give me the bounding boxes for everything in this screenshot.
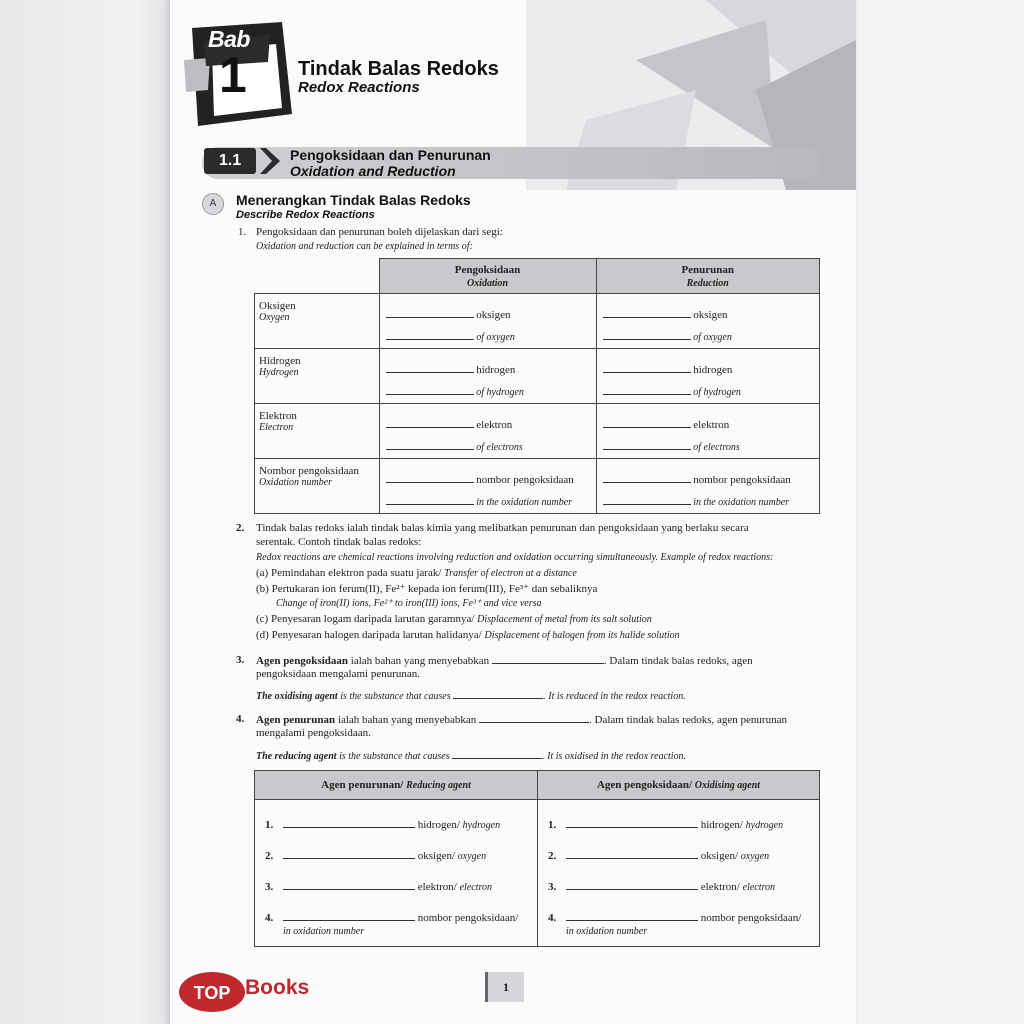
table-row xyxy=(255,349,820,404)
agents-table xyxy=(254,770,820,947)
list-item[interactable] xyxy=(265,818,500,831)
answer-blank[interactable] xyxy=(283,818,415,828)
q3-text xyxy=(256,654,753,668)
item-number: 4. xyxy=(548,912,557,924)
list-item[interactable] xyxy=(265,849,486,862)
answer-cell[interactable] xyxy=(596,294,820,349)
cell-ms: nombor pengoksidaan xyxy=(693,474,791,486)
q4-part-a: ialah bahan yang menyebabkan xyxy=(337,714,477,726)
list-item[interactable] xyxy=(265,880,492,893)
header-en: Oxidation xyxy=(466,277,509,289)
item-number: 4. xyxy=(265,912,274,924)
row-label-en: Electron xyxy=(259,422,294,433)
list-item[interactable] xyxy=(548,849,769,862)
header-ms: Penurunan xyxy=(681,263,735,276)
cell-ms: hidrogen xyxy=(693,364,733,376)
oxidising-agent-column xyxy=(538,800,820,947)
item-en: in oxidation number xyxy=(566,926,648,937)
answer-blank[interactable] xyxy=(603,418,691,428)
row-label-en: Oxidation number xyxy=(259,477,333,488)
item-en: Displacement of metal from its salt solution xyxy=(477,614,652,625)
q3-term-en: The oxidising agent xyxy=(256,691,338,702)
oxidation-reduction-table xyxy=(254,258,820,514)
list-item-en: Change of iron(II) ions, Fe²⁺ to iron(III) ions, Fe³⁺ and vice versa xyxy=(276,598,542,609)
item-mark: (b) xyxy=(256,583,269,595)
header-en: Oxidising agent xyxy=(694,780,761,791)
item-ms: Penyesaran halogen daripada larutan halidanya/ xyxy=(271,629,482,641)
chapter-title: Tindak Balas Redoks xyxy=(298,58,499,80)
item-mark: (c) xyxy=(256,613,269,625)
section-title: Pengoksidaan dan Penurunan xyxy=(290,147,491,163)
cell-ms: oksigen xyxy=(476,309,511,321)
item-ms: elektron/ xyxy=(417,881,457,893)
answer-blank[interactable] xyxy=(283,911,415,921)
list-item-en xyxy=(283,925,364,937)
item-ms: nombor pengoksidaan/ xyxy=(417,912,519,924)
item-ms: Pertukaran ion ferum(II), Fe²⁺ kepada ion ferum(III), Fe³⁺ dan sebaliknya xyxy=(271,583,598,595)
chapter-number: 1 xyxy=(219,47,247,103)
cell-ms: elektron xyxy=(693,419,730,431)
subsection-title: Menerangkan Tindak Balas Redoks xyxy=(236,192,471,208)
item-ms: Penyesaran logam daripada larutan garamnya/ xyxy=(270,613,475,625)
q2-number: 2. xyxy=(236,522,245,534)
answer-blank[interactable] xyxy=(386,308,474,318)
answer-blank[interactable] xyxy=(492,654,604,664)
list-item xyxy=(256,629,680,642)
item-ms: oksigen/ xyxy=(417,850,456,862)
subsection-badge: A xyxy=(202,193,224,215)
q1-text-en: Oxidation and reduction can be explained in terms of: xyxy=(256,241,473,252)
answer-blank[interactable] xyxy=(452,749,542,759)
row-label xyxy=(255,459,380,514)
row-label-ms: Nombor pengoksidaan xyxy=(259,465,359,477)
row-label-ms: Hidrogen xyxy=(259,355,301,367)
row-label-ms: Elektron xyxy=(259,410,297,422)
list-item xyxy=(256,613,652,626)
item-ms: oksigen/ xyxy=(700,850,739,862)
answer-blank[interactable] xyxy=(386,418,474,428)
item-en: oxygen xyxy=(740,851,770,862)
section-number: 1.1 xyxy=(204,148,256,174)
cell-en: of hydrogen xyxy=(693,387,741,398)
answer-blank[interactable] xyxy=(386,440,474,450)
item-number: 2. xyxy=(265,850,274,862)
q4-text xyxy=(256,713,787,727)
item-en: hydrogen xyxy=(462,820,501,831)
q3-part-b: . Dalam tindak balas redoks, agen xyxy=(603,655,753,667)
item-ms: hidrogen/ xyxy=(417,819,460,831)
answer-blank[interactable] xyxy=(603,363,691,373)
answer-blank[interactable] xyxy=(386,363,474,373)
row-label-en: Oxygen xyxy=(259,312,290,323)
topbooks-logo-icon xyxy=(178,968,248,1014)
q3-text-en xyxy=(256,689,686,703)
item-en: hydrogen xyxy=(745,820,784,831)
cell-ms: oksigen xyxy=(693,309,728,321)
answer-blank[interactable] xyxy=(566,818,698,828)
cell-en: in the oxidation number xyxy=(693,497,790,508)
header-ms: Agen penurunan/ xyxy=(321,779,404,791)
q3-part-b-en: . It is reduced in the redox reaction. xyxy=(543,691,686,702)
item-ms: elektron/ xyxy=(700,881,740,893)
table2-header-reducing xyxy=(255,771,538,800)
item-ms: nombor pengoksidaan/ xyxy=(700,912,802,924)
cell-en: of hydrogen xyxy=(476,387,524,398)
cell-en: in the oxidation number xyxy=(476,497,573,508)
item-number: 3. xyxy=(265,881,274,893)
answer-cell[interactable] xyxy=(596,404,820,459)
answer-blank[interactable] xyxy=(283,880,415,890)
answer-cell[interactable] xyxy=(379,459,596,514)
q4-part-b: . Dalam tindak balas redoks, agen penurunan xyxy=(589,714,787,726)
cell-en: of electrons xyxy=(476,442,523,453)
table1-header-reduction xyxy=(596,259,820,294)
item-number: 2. xyxy=(548,850,557,862)
q4-term: Agen penurunan xyxy=(256,714,336,726)
scan-background-left xyxy=(0,0,170,1024)
answer-blank[interactable] xyxy=(479,713,589,723)
answer-blank[interactable] xyxy=(603,495,691,505)
item-en: electron xyxy=(742,882,776,893)
item-ms: hidrogen/ xyxy=(700,819,743,831)
answer-blank[interactable] xyxy=(603,385,691,395)
answer-blank[interactable] xyxy=(386,330,474,340)
header-en: Reducing agent xyxy=(406,780,471,791)
q4-part-a-en: is the substance that causes xyxy=(339,751,450,762)
cell-en: of electrons xyxy=(693,442,740,453)
q1-text: Pengoksidaan dan penurunan boleh dijelaskan dari segi: xyxy=(256,226,503,238)
q1-number: 1. xyxy=(238,226,247,238)
header-en: Reduction xyxy=(686,277,729,289)
logo-books-text: Books xyxy=(245,976,310,999)
scan-background-right xyxy=(856,0,1024,1024)
table1-corner xyxy=(255,259,380,294)
row-label-en: Hydrogen xyxy=(259,367,299,378)
answer-blank[interactable] xyxy=(603,308,691,318)
header-ms: Pengoksidaan xyxy=(454,263,521,276)
answer-blank[interactable] xyxy=(603,330,691,340)
list-item[interactable] xyxy=(548,880,775,893)
item-en: oxygen xyxy=(457,851,487,862)
item-mark: (a) xyxy=(256,567,269,579)
table-row xyxy=(255,459,820,514)
reducing-agent-column xyxy=(255,800,538,947)
cell-ms: hidrogen xyxy=(476,364,516,376)
cell-ms: elektron xyxy=(476,419,513,431)
item-en: Displacement of halogen from its halide solution xyxy=(484,630,680,641)
document-page xyxy=(170,0,856,1024)
answer-cell[interactable] xyxy=(379,349,596,404)
item-mark: (d) xyxy=(256,629,269,641)
row-label xyxy=(255,294,380,349)
list-item[interactable] xyxy=(265,911,518,924)
table1-header-oxidation xyxy=(379,259,596,294)
table-row xyxy=(255,294,820,349)
item-en: Transfer of electron at a distance xyxy=(444,568,577,579)
row-label-ms: Oksigen xyxy=(259,300,296,312)
table-row xyxy=(255,404,820,459)
item-en: electron xyxy=(459,882,493,893)
cell-ms: nombor pengoksidaan xyxy=(476,474,574,486)
answer-cell[interactable] xyxy=(379,294,596,349)
q2-line2: serentak. Contoh tindak balas redoks: xyxy=(256,536,422,548)
q4-part-b-en: . It is oxidised in the redox reaction. xyxy=(542,751,687,762)
chapter-label: Bab xyxy=(208,26,250,52)
chevron-right-icon xyxy=(258,146,284,176)
list-item[interactable] xyxy=(548,911,801,924)
answer-cell[interactable] xyxy=(596,459,820,514)
answer-blank[interactable] xyxy=(566,849,698,859)
answer-blank[interactable] xyxy=(603,440,691,450)
list-item xyxy=(256,583,597,596)
list-item xyxy=(256,567,577,580)
list-item[interactable] xyxy=(548,818,783,831)
item-number: 3. xyxy=(548,881,557,893)
row-label xyxy=(255,349,380,404)
answer-blank[interactable] xyxy=(603,473,691,483)
q3-number: 3. xyxy=(236,654,245,666)
section-subtitle: Oxidation and Reduction xyxy=(290,163,456,179)
item-number: 1. xyxy=(548,819,557,831)
answer-blank[interactable] xyxy=(453,689,543,699)
q2-line1: Tindak balas redoks ialah tindak balas kimia yang melibatkan penurunan dan pengoksidaan yang berlaku secara xyxy=(256,522,749,534)
answer-blank[interactable] xyxy=(386,473,474,483)
item-number: 1. xyxy=(265,819,274,831)
list-item-en xyxy=(566,925,647,937)
table2-header-oxidising xyxy=(538,771,820,800)
item-en: in oxidation number xyxy=(283,926,365,937)
chapter-subtitle: Redox Reactions xyxy=(298,79,420,96)
logo-top-text: TOP xyxy=(193,983,231,1003)
q2-text-en: Redox reactions are chemical reactions involving reduction and oxidation occurring simultaneously. Example of redox reactions: xyxy=(256,552,774,563)
page-number: 1 xyxy=(485,972,524,1002)
answer-blank[interactable] xyxy=(566,911,698,921)
q4-term-en: The reducing agent xyxy=(256,751,337,762)
answer-blank[interactable] xyxy=(386,385,474,395)
q3-part-a: ialah bahan yang menyebabkan xyxy=(350,655,490,667)
cell-en: of oxygen xyxy=(693,332,732,343)
q3-part-a-en: is the substance that causes xyxy=(340,691,451,702)
q4-text-cont: mengalami pengoksidaan. xyxy=(256,727,371,739)
item-ms: Pemindahan elektron pada suatu jarak/ xyxy=(270,567,442,579)
answer-blank[interactable] xyxy=(283,849,415,859)
q3-term: Agen pengoksidaan xyxy=(256,655,349,667)
answer-blank[interactable] xyxy=(386,495,474,505)
header-ms: Agen pengoksidaan/ xyxy=(596,779,692,791)
answer-cell[interactable] xyxy=(596,349,820,404)
answer-blank[interactable] xyxy=(566,880,698,890)
q4-text-en xyxy=(256,749,686,763)
subsection-subtitle: Describe Redox Reactions xyxy=(236,209,375,221)
row-label xyxy=(255,404,380,459)
answer-cell[interactable] xyxy=(379,404,596,459)
q4-number: 4. xyxy=(236,713,245,725)
q3-text-cont: pengoksidaan mengalami penurunan. xyxy=(256,668,421,680)
cell-en: of oxygen xyxy=(476,332,515,343)
